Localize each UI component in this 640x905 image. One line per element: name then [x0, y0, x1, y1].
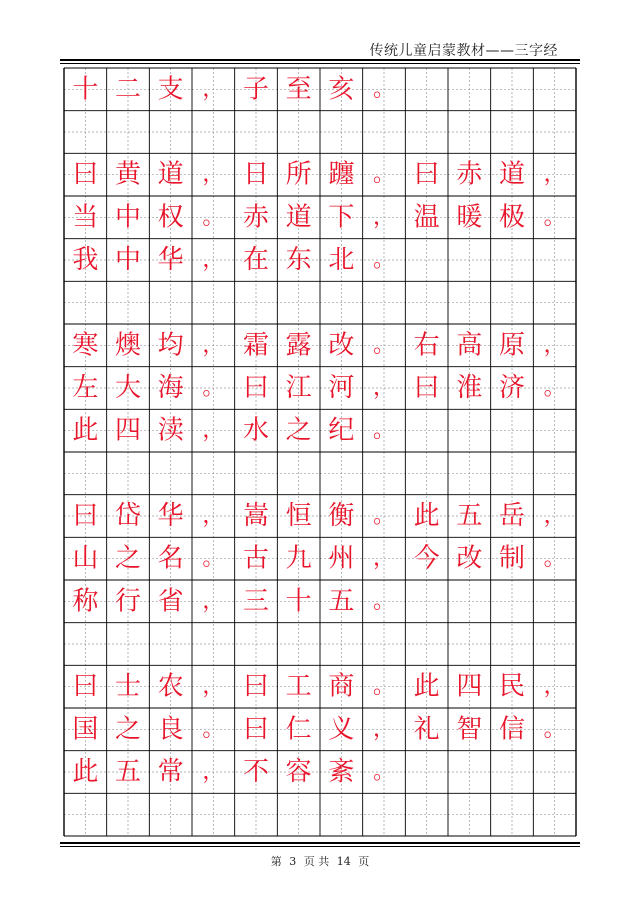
- practice-char: 省: [157, 586, 184, 617]
- footer-mid: 页 共: [303, 855, 330, 868]
- practice-char: 容: [285, 757, 312, 787]
- practice-char: 此: [72, 757, 99, 787]
- practice-char: 此: [413, 501, 440, 531]
- practice-char: 九: [285, 543, 312, 574]
- practice-char: 恒: [285, 501, 312, 531]
- practice-char: 之: [114, 714, 142, 745]
- practice-char: 道: [157, 159, 184, 190]
- practice-char: 今: [413, 543, 440, 574]
- practice-char: 制: [498, 543, 526, 574]
- punctuation-char: ，: [202, 76, 225, 102]
- punctuation-char: 。: [202, 546, 225, 572]
- punctuation-char: 。: [372, 674, 396, 700]
- punctuation-char: ，: [543, 332, 566, 358]
- punctuation-char: 。: [543, 204, 566, 230]
- practice-char: 紊: [328, 757, 355, 787]
- practice-char: 赤: [242, 202, 270, 233]
- punctuation-char: 。: [543, 375, 566, 401]
- practice-char: 至: [285, 74, 312, 105]
- practice-char: 三: [242, 586, 270, 617]
- punctuation-char: ，: [202, 674, 225, 700]
- punctuation-char: ，: [543, 674, 566, 700]
- practice-char: 五: [328, 586, 355, 617]
- footer-rule-thin: [60, 846, 580, 847]
- practice-char: 常: [157, 757, 184, 787]
- practice-char: 在: [242, 245, 270, 275]
- punctuation-char: 。: [202, 716, 225, 742]
- practice-char: 支: [157, 74, 184, 105]
- practice-char: 右: [413, 330, 440, 361]
- punctuation-char: ，: [372, 375, 396, 401]
- practice-char: 曰: [242, 671, 270, 702]
- punctuation-char: ，: [543, 503, 566, 529]
- practice-char: 士: [114, 671, 142, 702]
- practice-char: 暖: [456, 202, 483, 233]
- practice-char: 霜: [242, 330, 270, 361]
- practice-char: 华: [157, 501, 184, 531]
- punctuation-char: ，: [202, 162, 225, 188]
- practice-char: 淮: [456, 373, 483, 403]
- practice-char: 五: [456, 501, 483, 531]
- punctuation-char: ，: [202, 759, 225, 785]
- punctuation-char: 。: [372, 162, 396, 188]
- practice-char: 原: [498, 330, 526, 361]
- practice-char: 寒: [72, 330, 99, 361]
- practice-char: 之: [285, 415, 312, 446]
- punctuation-char: ，: [543, 162, 566, 188]
- practice-char: 国: [72, 714, 99, 745]
- practice-char: 道: [498, 159, 526, 190]
- practice-char: 十: [72, 74, 99, 105]
- practice-char: 我: [72, 245, 99, 275]
- practice-char: 工: [285, 671, 312, 702]
- practice-char: 良: [157, 714, 184, 745]
- practice-char: 此: [72, 415, 99, 446]
- practice-char: 下: [328, 202, 355, 233]
- practice-char: 改: [456, 543, 483, 574]
- practice-char: 之: [114, 543, 142, 574]
- practice-char: 极: [498, 202, 526, 233]
- footer-total-pages: 14: [336, 855, 351, 868]
- practice-char: 称: [72, 586, 99, 617]
- practice-char: 商: [328, 671, 355, 702]
- footer-prefix: 第: [270, 855, 282, 868]
- practice-char: 农: [157, 671, 184, 702]
- practice-char: 嵩: [242, 501, 270, 531]
- practice-char: 岳: [498, 501, 526, 531]
- practice-char: 躔: [328, 159, 355, 190]
- punctuation-char: ，: [202, 418, 225, 444]
- footer-suffix: 页: [358, 855, 370, 868]
- practice-char: 五: [114, 757, 142, 787]
- practice-char: 权: [157, 202, 184, 233]
- footer-rule-thick: [60, 842, 580, 844]
- practice-char: 曰: [413, 373, 440, 403]
- practice-char: 不: [242, 757, 270, 787]
- practice-char: 东: [285, 245, 312, 275]
- practice-char: 十: [285, 586, 312, 617]
- practice-char: 均: [157, 330, 184, 361]
- practice-char: 北: [328, 245, 355, 275]
- practice-char: 名: [157, 543, 184, 574]
- practice-char: 亥: [328, 74, 355, 105]
- punctuation-char: ，: [202, 588, 225, 614]
- practice-char: 此: [413, 671, 440, 702]
- practice-char: 义: [328, 714, 355, 745]
- punctuation-char: ，: [202, 332, 225, 358]
- punctuation-char: ，: [372, 546, 396, 572]
- practice-char: 渎: [157, 415, 184, 446]
- practice-char: 江: [285, 373, 312, 403]
- practice-char: 水: [242, 415, 270, 446]
- practice-char: 左: [72, 373, 99, 403]
- practice-char: 燠: [114, 330, 142, 361]
- punctuation-char: 。: [202, 204, 225, 230]
- practice-char: 温: [413, 202, 440, 233]
- practice-char: 当: [72, 202, 99, 233]
- practice-char: 所: [285, 159, 312, 190]
- punctuation-char: ，: [202, 503, 225, 529]
- footer-page-number: 3: [289, 855, 297, 868]
- practice-char: 行: [114, 586, 142, 617]
- practice-char: 曰: [72, 501, 99, 531]
- practice-char: 子: [242, 74, 270, 105]
- practice-char: 岱: [114, 501, 142, 531]
- practice-char: 海: [157, 373, 184, 403]
- practice-char: 民: [498, 671, 526, 702]
- practice-char: 中: [114, 245, 142, 275]
- practice-char: 四: [114, 415, 142, 446]
- punctuation-char: 。: [372, 759, 396, 785]
- practice-char: 改: [328, 330, 355, 361]
- practice-char: 济: [498, 373, 526, 403]
- practice-char: 大: [114, 373, 142, 403]
- practice-char: 曰: [72, 671, 99, 702]
- practice-char: 衡: [328, 501, 355, 531]
- punctuation-char: 。: [372, 76, 396, 102]
- punctuation-char: 。: [202, 375, 225, 401]
- practice-char: 曰: [72, 159, 99, 190]
- practice-char: 纪: [328, 415, 355, 446]
- practice-char: 道: [285, 202, 312, 233]
- punctuation-char: 。: [372, 247, 396, 273]
- punctuation-char: ，: [372, 716, 396, 742]
- practice-char: 黄: [114, 159, 142, 190]
- practice-char: 高: [456, 330, 483, 361]
- practice-char: 仁: [285, 714, 312, 745]
- practice-char: 信: [498, 714, 526, 745]
- practice-char: 曰: [242, 373, 270, 403]
- practice-char: 州: [328, 543, 355, 574]
- practice-char: 日: [242, 159, 270, 190]
- practice-char: 山: [72, 543, 99, 574]
- practice-char: 河: [328, 373, 355, 403]
- practice-char: 二: [114, 74, 142, 105]
- practice-char: 智: [456, 714, 483, 745]
- punctuation-char: 。: [372, 503, 396, 529]
- practice-char: 礼: [413, 714, 440, 745]
- practice-char: 曰: [242, 714, 270, 745]
- practice-char: 华: [157, 245, 184, 275]
- punctuation-char: ，: [372, 204, 396, 230]
- punctuation-char: ，: [202, 247, 225, 273]
- practice-char: 中: [114, 202, 142, 233]
- punctuation-char: 。: [543, 546, 566, 572]
- punctuation-char: 。: [372, 332, 396, 358]
- practice-char: 露: [285, 330, 312, 361]
- practice-char: 古: [242, 543, 270, 574]
- header-title: 传统儿童启蒙教材——三字经: [369, 43, 558, 59]
- punctuation-char: 。: [543, 716, 566, 742]
- page-footer: [0, 853, 640, 869]
- practice-char: 赤: [456, 159, 483, 190]
- punctuation-char: 。: [372, 418, 396, 444]
- practice-char: 曰: [413, 159, 440, 190]
- practice-char: 四: [456, 671, 483, 702]
- punctuation-char: 。: [372, 588, 396, 614]
